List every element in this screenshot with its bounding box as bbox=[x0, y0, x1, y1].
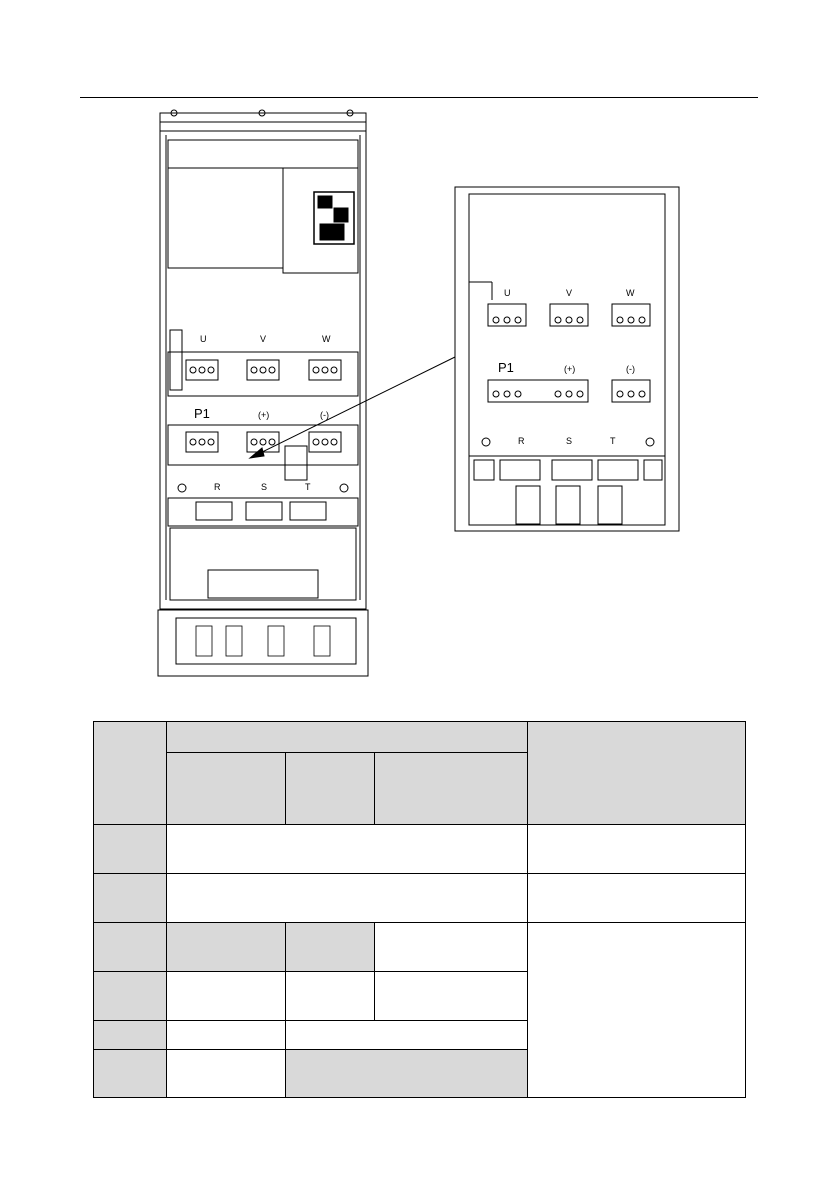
ground-icon bbox=[482, 438, 490, 446]
table-header-cell bbox=[286, 753, 375, 825]
label-s: S bbox=[261, 482, 268, 492]
cabinet-outline bbox=[160, 113, 366, 609]
label-plus: (+) bbox=[258, 410, 270, 420]
zoom-label-v: V bbox=[566, 288, 573, 298]
label-t: T bbox=[305, 482, 311, 492]
dc-terminal-minus bbox=[309, 432, 341, 452]
label-r: R bbox=[214, 482, 221, 492]
ground-icon bbox=[646, 438, 654, 446]
terminal-table bbox=[93, 721, 746, 1098]
zoom-inset-frame bbox=[455, 187, 679, 531]
table-header-cell bbox=[94, 722, 167, 825]
label-v: V bbox=[260, 334, 267, 344]
table-header-cell bbox=[167, 753, 286, 825]
label-u: U bbox=[200, 334, 207, 344]
zoom-label-s: S bbox=[566, 436, 573, 446]
output-terminal-w bbox=[309, 360, 341, 380]
output-terminal-u bbox=[186, 360, 218, 380]
output-terminal-v bbox=[247, 360, 279, 380]
ground-icon bbox=[340, 484, 348, 492]
table-row bbox=[94, 874, 746, 923]
ground-icon bbox=[178, 484, 186, 492]
table-row bbox=[94, 825, 746, 874]
label-p1: P1 bbox=[194, 406, 210, 421]
zoom-label-w: W bbox=[626, 288, 635, 298]
zoom-label-t: T bbox=[610, 436, 616, 446]
zoom-label-minus: (-) bbox=[626, 364, 635, 374]
table-header-cell bbox=[167, 722, 528, 753]
table-header-cell bbox=[375, 753, 528, 825]
dc-terminal-p1 bbox=[186, 432, 218, 452]
zoom-label-u: U bbox=[504, 288, 511, 298]
dc-terminal-plus bbox=[247, 432, 279, 452]
table-header-cell bbox=[528, 722, 746, 825]
cabinet-base bbox=[158, 610, 368, 676]
label-w: W bbox=[322, 334, 331, 344]
table-row bbox=[94, 923, 746, 972]
label-minus: (-) bbox=[320, 410, 329, 420]
zoom-label-plus: (+) bbox=[564, 364, 576, 374]
zoom-label-p1: P1 bbox=[498, 360, 514, 375]
zoom-label-r: R bbox=[518, 436, 525, 446]
